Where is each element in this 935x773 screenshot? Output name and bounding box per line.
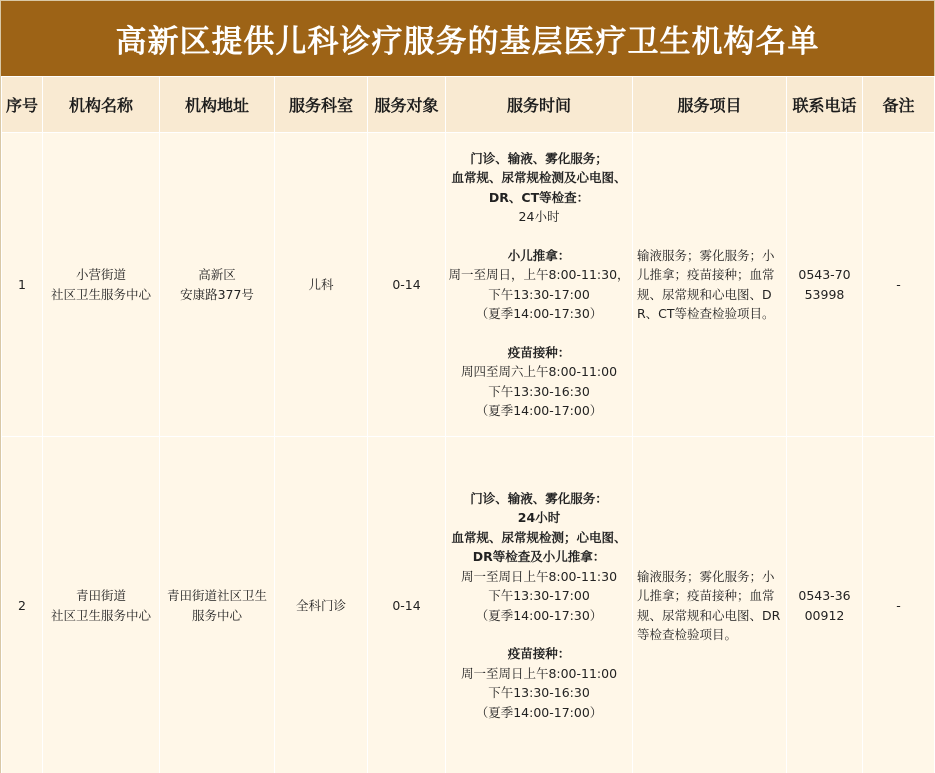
table-header-row	[2, 77, 935, 133]
cell-note: -	[863, 133, 935, 437]
time-line: （夏季14:00-17:00）	[475, 403, 603, 418]
address-line: 服务中心	[191, 607, 242, 623]
table-row	[2, 133, 935, 437]
cell-service-items: 输液服务；雾化服务；小儿推拿；疫苗接种；血常规、尿常规和心电图、DR等检查检验项目。	[633, 437, 787, 773]
column-header-target: 服务对象	[368, 77, 446, 133]
time-heading: DR等检查及小儿推拿：	[472, 549, 606, 565]
cell-service-items: 输液服务；雾化服务；小儿推拿；疫苗接种；血常规、尿常规和心电图、DR、CT等检查检验项目。	[633, 133, 787, 437]
cell-target: 0-14	[368, 437, 446, 773]
address-line: 青田街道社区卫生	[166, 588, 267, 603]
page-title: 高新区提供儿科诊疗服务的基层医疗卫生机构名单	[1, 1, 934, 76]
cell-index: 2	[2, 437, 43, 773]
time-heading: 疫苗接种：	[507, 344, 571, 360]
column-header-time: 服务时间	[446, 77, 633, 133]
cell-service-time	[446, 437, 633, 773]
address-line: 高新区	[198, 267, 236, 282]
column-header-phone: 联系电话	[787, 77, 863, 133]
cell-address	[160, 133, 275, 437]
name-line: 青田街道	[75, 588, 126, 603]
cell-service-time	[446, 133, 633, 437]
time-heading: DR、CT等检查：	[488, 189, 590, 205]
time-heading: 24小时	[517, 510, 561, 526]
time-line: 下午13:30-16:30	[488, 383, 590, 399]
column-header-items: 服务项目	[633, 77, 787, 133]
column-header-department: 服务科室	[275, 77, 368, 133]
time-line: 周一至周日上午8:00-11:00	[460, 665, 618, 681]
institution-table	[1, 76, 935, 773]
time-line: 下午13:30-17:00	[488, 286, 590, 302]
table-row	[2, 437, 935, 773]
column-header-index: 序号	[2, 77, 43, 133]
column-header-address: 机构地址	[160, 77, 275, 133]
time-heading: 小儿推拿：	[507, 247, 571, 263]
time-heading: 血常规、尿常规检测；心电图、	[451, 529, 627, 545]
time-line: 周四至周六上午8:00-11:00	[460, 364, 618, 379]
cell-department: 儿科	[275, 133, 368, 437]
column-header-name: 机构名称	[43, 77, 160, 133]
time-heading: 疫苗接种：	[507, 646, 571, 662]
cell-phone: 0543-7053998	[787, 133, 863, 437]
cell-name	[43, 437, 160, 773]
column-header-note: 备注	[863, 77, 935, 133]
time-line: 周一至周日，上午8:00-11:30，	[448, 267, 630, 282]
name-line: 社区卫生服务中心	[50, 286, 151, 302]
time-line: 24小时	[518, 209, 560, 224]
time-line: 周一至周日上午8:00-11:30	[460, 568, 618, 584]
cell-department: 全科门诊	[275, 437, 368, 773]
time-heading: 门诊、输液、雾化服务：	[470, 490, 608, 506]
time-line: （夏季14:00-17:30）	[475, 607, 603, 623]
time-line: （夏季14:00-17:30）	[475, 306, 603, 321]
cell-index: 1	[2, 133, 43, 437]
time-heading: 血常规、尿常规检测及心电图、	[451, 170, 627, 185]
cell-phone: 0543-3600912	[787, 437, 863, 773]
time-line: （夏季14:00-17:00）	[475, 704, 603, 720]
time-line: 下午13:30-16:30	[488, 685, 590, 701]
name-line: 社区卫生服务中心	[50, 607, 151, 623]
address-line: 安康路377号	[180, 286, 254, 302]
cell-address	[160, 437, 275, 773]
cell-name	[43, 133, 160, 437]
time-line: 下午13:30-17:00	[488, 588, 590, 604]
cell-note: -	[863, 437, 935, 773]
cell-target: 0-14	[368, 133, 446, 437]
name-line: 小营街道	[75, 267, 126, 282]
time-heading: 门诊、输液、雾化服务；	[470, 150, 608, 166]
